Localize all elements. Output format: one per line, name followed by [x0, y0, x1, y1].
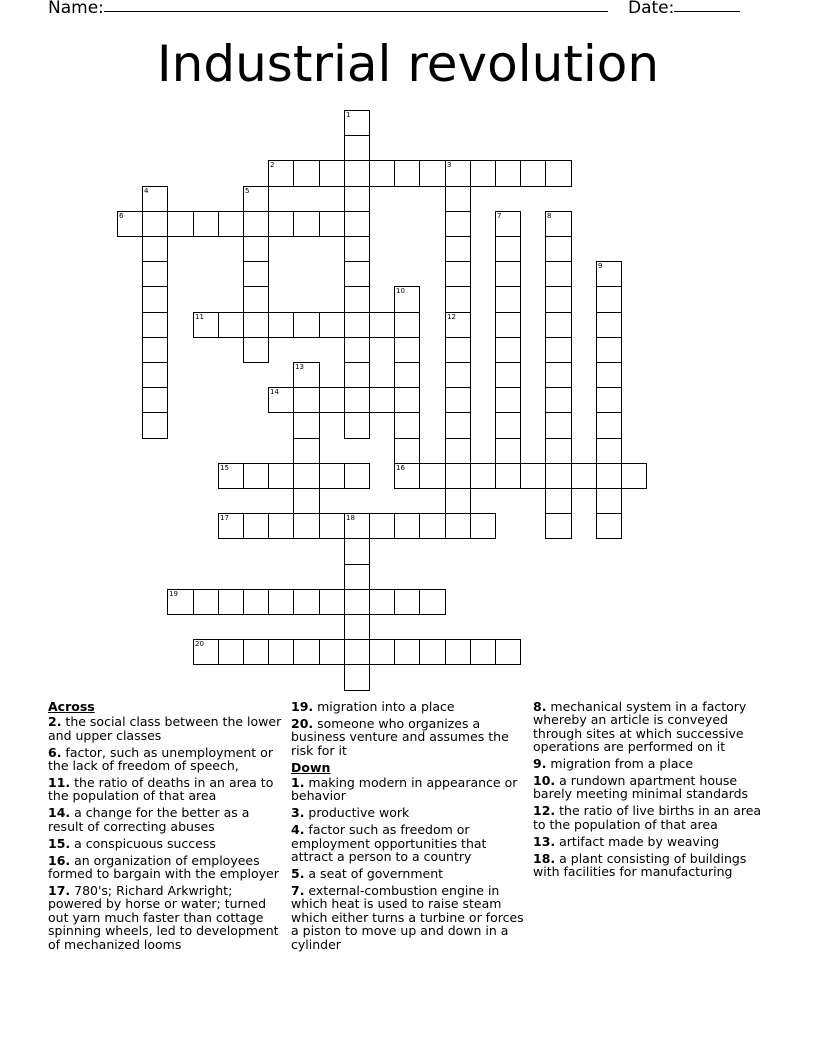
clue-text: migration into a place [313, 699, 455, 714]
grid-cell[interactable] [545, 312, 572, 338]
clue-text: a plant consisting of buildings with facilities for manufacturing [533, 850, 747, 879]
grid-cell[interactable] [243, 236, 269, 262]
grid-cell[interactable] [218, 589, 244, 615]
clue-num: 8. [533, 699, 547, 714]
grid-cell[interactable] [445, 438, 471, 464]
grid-cell[interactable] [243, 286, 269, 313]
clue-num: 5. [291, 865, 305, 881]
grid-cell[interactable] [344, 538, 370, 565]
across-clue-list-continued [291, 700, 527, 757]
clue-num: 14. [48, 805, 71, 821]
across-clue [48, 715, 284, 742]
grid-cell[interactable] [445, 362, 471, 388]
across-clue [48, 854, 284, 881]
grid-cell[interactable] [268, 387, 294, 413]
clue-text: someone who organizes a business venture and assumes the risk for it [291, 715, 509, 758]
grid-cell[interactable] [495, 261, 521, 287]
clue-text: 780's; Richard Arkwright; powered by horse or water; turned out yarn much faster than cottage spinning wheels, led to development of mechanized looms [48, 882, 279, 952]
clues-column-2 [291, 700, 527, 954]
grid-cell[interactable] [142, 312, 168, 338]
clue-number: 1 [346, 111, 351, 119]
clue-number: 5 [245, 187, 250, 195]
clue-num: 1. [291, 775, 305, 791]
clue-text: factor such as freedom or employment opportunities that attract a person to a country [291, 822, 487, 865]
clue-text: migration from a place [546, 756, 694, 772]
clue-number: 19 [169, 590, 178, 598]
clue-text: mechanical system in a factory whereby an article is conveyed through sites at which successive operations are performed on it [533, 699, 747, 755]
clue-number: 18 [346, 514, 355, 522]
grid-cell[interactable] [545, 160, 572, 187]
grid-cell[interactable] [218, 513, 244, 539]
clue-num: 20. [291, 715, 314, 731]
clue-num: 3. [291, 805, 305, 821]
clue-number: 17 [220, 514, 229, 522]
grid-cell[interactable] [545, 362, 572, 388]
grid-cell[interactable] [243, 337, 269, 363]
grid-cell[interactable] [218, 211, 244, 237]
grid-cell[interactable] [268, 513, 294, 539]
across-clue-list [48, 715, 284, 951]
grid-cell[interactable] [344, 614, 370, 640]
grid-cell[interactable] [470, 160, 496, 187]
grid-cell[interactable] [369, 589, 395, 615]
grid-cell[interactable] [394, 438, 420, 464]
grid-cell[interactable] [495, 337, 521, 363]
grid-cell[interactable] [243, 211, 269, 237]
down-clue-list-continued [533, 700, 769, 878]
grid-cell[interactable] [596, 412, 622, 439]
down-clue [291, 823, 527, 863]
grid-cell[interactable] [142, 412, 168, 439]
grid-cell[interactable] [394, 286, 420, 313]
grid-cell[interactable] [344, 110, 370, 136]
clue-text: external-combustion engine in which heat is used to raise steam which either turns a turbine or forces a piston to move up and down in a cylinder [291, 882, 524, 952]
clue-num: 19. [291, 699, 314, 714]
clues-column-1 [48, 700, 284, 954]
grid-cell[interactable] [445, 160, 471, 187]
grid-cell[interactable] [445, 412, 471, 439]
grid-cell[interactable] [167, 211, 194, 237]
grid-cell[interactable] [193, 211, 219, 237]
clue-text: a seat of government [304, 865, 444, 881]
name-label: Name: [48, 0, 104, 18]
grid-cell[interactable] [268, 160, 294, 187]
grid-cell[interactable] [319, 639, 345, 665]
grid-cell[interactable] [621, 463, 647, 489]
grid-cell[interactable] [293, 589, 320, 615]
grid-cell[interactable] [445, 337, 471, 363]
grid-cell[interactable] [344, 236, 370, 262]
clue-num: 13. [533, 833, 556, 849]
grid-cell[interactable] [142, 362, 168, 388]
grid-cell[interactable] [193, 312, 219, 338]
grid-cell[interactable] [319, 513, 345, 539]
grid-cell[interactable] [419, 513, 446, 539]
grid-cell[interactable] [394, 513, 420, 539]
clue-num: 2. [48, 714, 62, 730]
grid-cell[interactable] [369, 639, 395, 665]
grid-cell[interactable] [596, 337, 622, 363]
grid-cell[interactable] [520, 463, 546, 489]
down-clue-list [291, 776, 527, 951]
grid-cell[interactable] [596, 463, 622, 489]
grid-cell[interactable] [545, 337, 572, 363]
grid-cell[interactable] [319, 589, 345, 615]
grid-cell[interactable] [319, 463, 345, 489]
grid-cell[interactable] [495, 463, 521, 489]
grid-cell[interactable] [193, 589, 219, 615]
clue-number: 9 [598, 262, 603, 270]
grid-cell[interactable] [495, 438, 521, 464]
grid-cell[interactable] [394, 160, 420, 187]
date-label: Date: [628, 0, 675, 18]
grid-cell[interactable] [142, 337, 168, 363]
grid-cell[interactable] [596, 286, 622, 313]
clue-text: factor, such as unemployment or the lack of freedom of speech, [48, 744, 273, 774]
grid-cell[interactable] [596, 488, 622, 514]
grid-cell[interactable] [293, 639, 320, 665]
grid-cell[interactable] [268, 589, 294, 615]
grid-cell[interactable] [344, 362, 370, 388]
grid-cell[interactable] [470, 463, 496, 489]
grid-cell[interactable] [545, 236, 572, 262]
grid-cell[interactable] [243, 186, 269, 212]
grid-cell[interactable] [394, 362, 420, 388]
clue-num: 11. [48, 775, 71, 791]
clue-text: making modern in appearance or behavior [291, 775, 518, 804]
grid-cell[interactable] [344, 387, 370, 413]
down-heading: Down [291, 759, 331, 775]
grid-cell[interactable] [495, 412, 521, 439]
grid-cell[interactable] [596, 261, 622, 287]
clue-number: 13 [295, 363, 304, 371]
clue-text: a conspicuous success [70, 835, 216, 851]
grid-cell[interactable] [445, 312, 471, 338]
grid-cell[interactable] [193, 639, 219, 665]
grid-cell[interactable] [344, 463, 370, 489]
grid-cell[interactable] [545, 463, 572, 489]
grid-cell[interactable] [545, 438, 572, 464]
grid-cell[interactable] [495, 639, 521, 665]
grid-cell[interactable] [495, 160, 521, 187]
grid-cell[interactable] [520, 160, 546, 187]
grid-cell[interactable] [445, 186, 471, 212]
clue-number: 14 [270, 388, 279, 396]
clue-num: 17. [48, 882, 71, 898]
grid-cell[interactable] [495, 286, 521, 313]
grid-cell[interactable] [142, 286, 168, 313]
grid-cell[interactable] [142, 186, 168, 212]
grid-cell[interactable] [293, 211, 320, 237]
grid-cell[interactable] [596, 387, 622, 413]
grid-cell[interactable] [394, 639, 420, 665]
across-clue [48, 746, 284, 773]
grid-cell[interactable] [344, 589, 370, 615]
clue-text: the ratio of deaths in an area to the population of that area [48, 775, 274, 804]
grid-cell[interactable] [344, 135, 370, 161]
grid-cell[interactable] [319, 211, 345, 237]
grid-cell[interactable] [369, 312, 395, 338]
grid-cell[interactable] [419, 639, 446, 665]
grid-cell[interactable] [369, 387, 395, 413]
across-clue [48, 837, 284, 850]
grid-cell[interactable] [319, 387, 345, 413]
grid-cell[interactable] [293, 488, 320, 514]
grid-cell[interactable] [344, 564, 370, 590]
grid-cell[interactable] [394, 589, 420, 615]
clue-num: 12. [533, 803, 556, 819]
grid-cell[interactable] [394, 387, 420, 413]
clue-text: a change for the better as a result of correcting abuses [48, 805, 250, 834]
grid-cell[interactable] [142, 261, 168, 287]
grid-cell[interactable] [243, 513, 269, 539]
clue-text: an organization of employees formed to bargain with the employer [48, 852, 279, 881]
down-clue [533, 852, 769, 879]
grid-cell[interactable] [218, 312, 244, 338]
grid-cell[interactable] [344, 412, 370, 439]
clue-text: the ratio of live births in an area to the population of that area [533, 803, 762, 832]
clue-num: 15. [48, 835, 71, 851]
clue-number: 10 [396, 287, 405, 295]
grid-cell[interactable] [495, 211, 521, 237]
grid-cell[interactable] [495, 362, 521, 388]
grid-cell[interactable] [445, 488, 471, 514]
grid-cell[interactable] [268, 463, 294, 489]
grid-cell[interactable] [344, 286, 370, 313]
grid-cell[interactable] [344, 186, 370, 212]
across-clue [291, 717, 527, 757]
grid-cell[interactable] [545, 387, 572, 413]
grid-cell[interactable] [394, 463, 420, 489]
grid-cell[interactable] [344, 639, 370, 665]
clue-number: 15 [220, 464, 229, 472]
grid-cell[interactable] [344, 513, 370, 539]
grid-cell[interactable] [344, 664, 370, 691]
grid-cell[interactable] [545, 286, 572, 313]
down-clue [533, 757, 769, 770]
grid-cell[interactable] [419, 160, 446, 187]
grid-cell[interactable] [445, 387, 471, 413]
clue-num: 6. [48, 744, 62, 760]
down-clue [533, 774, 769, 801]
clue-number: 2 [270, 161, 275, 169]
clue-number: 12 [447, 313, 456, 321]
clue-num: 18. [533, 850, 556, 866]
grid-cell[interactable] [293, 362, 320, 388]
grid-cell[interactable] [470, 639, 496, 665]
grid-cell[interactable] [243, 463, 269, 489]
clue-num: 7. [291, 882, 305, 898]
grid-cell[interactable] [545, 211, 572, 237]
clue-num: 16. [48, 852, 71, 868]
down-clue [291, 884, 527, 951]
grid-cell[interactable] [218, 639, 244, 665]
clue-text: the social class between the lower and upper classes [48, 714, 282, 743]
grid-cell[interactable] [369, 513, 395, 539]
grid-cell[interactable] [596, 438, 622, 464]
grid-cell[interactable] [142, 387, 168, 413]
grid-cell[interactable] [243, 261, 269, 287]
grid-cell[interactable] [117, 211, 143, 237]
grid-cell[interactable] [293, 438, 320, 464]
grid-cell[interactable] [344, 261, 370, 287]
clue-number: 6 [119, 212, 124, 220]
grid-cell[interactable] [218, 463, 244, 489]
grid-cell[interactable] [394, 412, 420, 439]
grid-cell[interactable] [167, 589, 194, 615]
grid-cell[interactable] [445, 463, 471, 489]
clue-number: 3 [447, 161, 452, 169]
page-title: Industrial revolution [156, 35, 660, 93]
grid-cell[interactable] [495, 236, 521, 262]
grid-cell[interactable] [142, 211, 168, 237]
grid-cell[interactable] [445, 261, 471, 287]
clue-num: 9. [533, 756, 547, 772]
down-clue [291, 867, 527, 880]
down-clue [533, 804, 769, 831]
grid-cell[interactable] [319, 312, 345, 338]
grid-cell[interactable] [545, 261, 572, 287]
grid-cell[interactable] [243, 312, 269, 338]
across-clue [291, 700, 527, 713]
down-clue [533, 835, 769, 848]
grid-cell[interactable] [596, 312, 622, 338]
grid-cell[interactable] [445, 513, 471, 539]
down-clue [291, 806, 527, 819]
clue-num: 4. [291, 822, 305, 838]
grid-cell[interactable] [545, 412, 572, 439]
grid-cell[interactable] [545, 513, 572, 539]
clue-text: productive work [304, 805, 410, 821]
grid-cell[interactable] [344, 337, 370, 363]
grid-cell[interactable] [293, 387, 320, 413]
grid-cell[interactable] [293, 463, 320, 489]
grid-cell[interactable] [394, 312, 420, 338]
down-clue [533, 700, 769, 754]
grid-cell[interactable] [495, 312, 521, 338]
grid-cell[interactable] [268, 312, 294, 338]
grid-cell[interactable] [319, 160, 345, 187]
grid-cell[interactable] [419, 463, 446, 489]
clue-number: 7 [497, 212, 502, 220]
grid-cell[interactable] [394, 337, 420, 363]
grid-cell[interactable] [268, 639, 294, 665]
grid-cell[interactable] [445, 211, 471, 237]
grid-cell[interactable] [344, 211, 370, 237]
grid-cell[interactable] [344, 160, 370, 187]
across-clue [48, 806, 284, 833]
grid-cell[interactable] [470, 513, 496, 539]
clue-number: 4 [144, 187, 149, 195]
across-clue [48, 884, 284, 951]
grid-cell[interactable] [243, 589, 269, 615]
across-heading: Across [48, 699, 95, 714]
grid-cell[interactable] [495, 387, 521, 413]
grid-cell[interactable] [142, 236, 168, 262]
down-clue [291, 776, 527, 803]
grid-cell[interactable] [545, 488, 572, 514]
clue-text: artifact made by weaving [555, 833, 720, 849]
clue-number: 16 [396, 464, 405, 472]
grid-cell[interactable] [445, 639, 471, 665]
grid-cell[interactable] [268, 211, 294, 237]
clue-text: a rundown apartment house barely meeting minimal standards [533, 773, 749, 802]
grid-cell[interactable] [293, 312, 320, 338]
clue-number: 20 [195, 640, 204, 648]
clue-number: 11 [195, 313, 204, 321]
across-clue [48, 776, 284, 803]
grid-cell[interactable] [445, 236, 471, 262]
grid-cell[interactable] [369, 160, 395, 187]
grid-cell[interactable] [419, 589, 446, 615]
grid-cell[interactable] [596, 362, 622, 388]
grid-cell[interactable] [344, 312, 370, 338]
clue-number: 8 [547, 212, 552, 220]
grid-cell[interactable] [293, 412, 320, 439]
clue-num: 10. [533, 773, 556, 789]
grid-cell[interactable] [293, 513, 320, 539]
grid-cell[interactable] [571, 463, 597, 489]
grid-cell[interactable] [243, 639, 269, 665]
grid-cell[interactable] [293, 160, 320, 187]
clues-column-3 [533, 700, 769, 882]
grid-cell[interactable] [596, 513, 622, 539]
grid-cell[interactable] [445, 286, 471, 313]
